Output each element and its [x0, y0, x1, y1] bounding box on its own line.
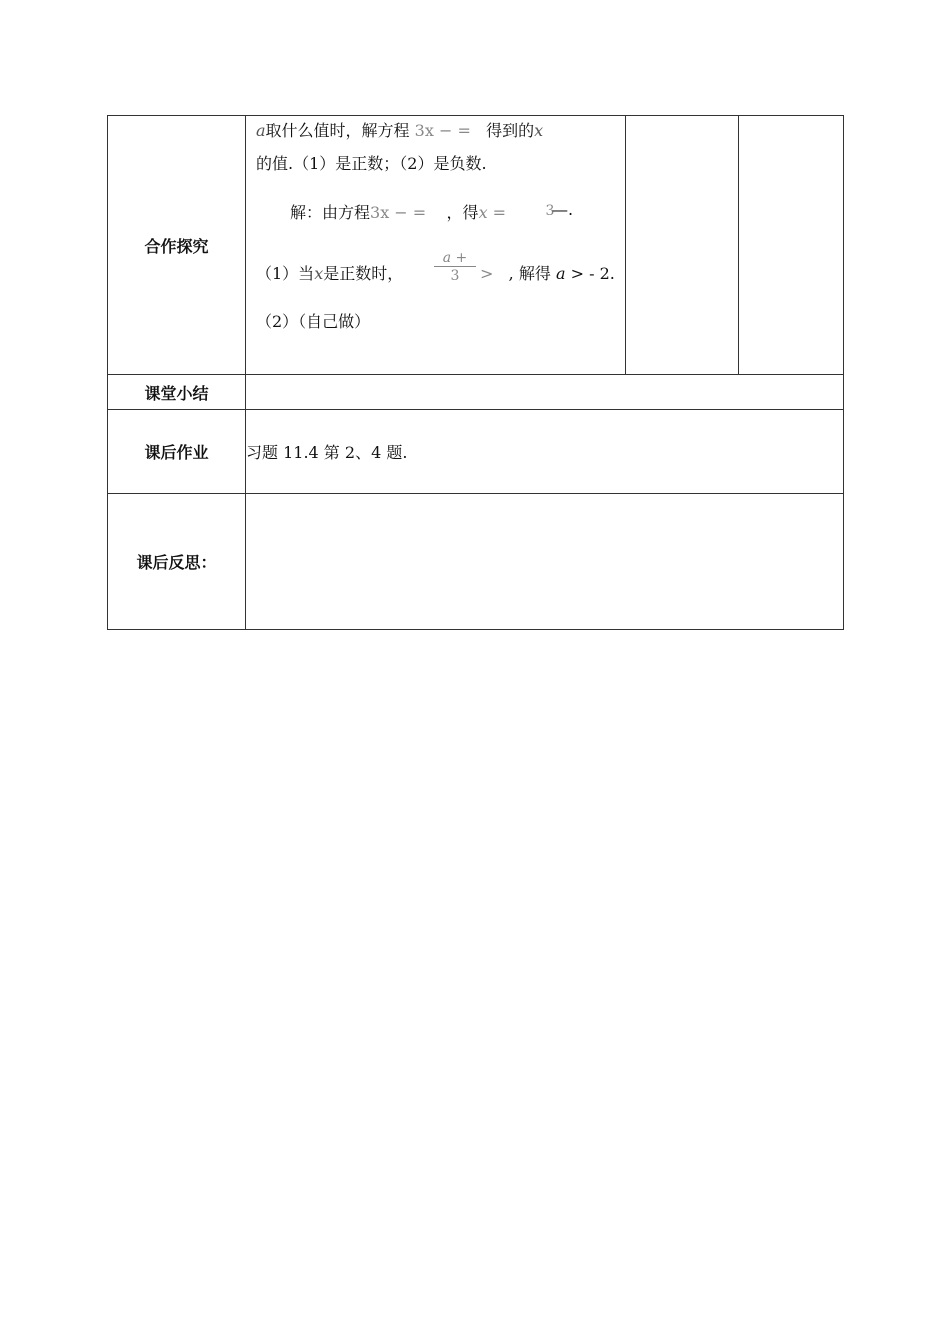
row-label-explore: 合作探究 [108, 116, 246, 375]
solution-period: . [568, 200, 574, 219]
solution-x-equals: x = [478, 203, 507, 222]
solution-line [290, 200, 506, 223]
summary-content-cell [246, 375, 844, 410]
case-1-result: > - 2. [570, 264, 615, 283]
case-1-fraction [434, 250, 476, 285]
homework-content-cell: 习题 11.4 第 2、4 题. [246, 410, 844, 494]
case-1-var: x [314, 264, 324, 283]
row-cooperative-exploration [108, 116, 844, 375]
explore-empty-cell-1 [626, 116, 739, 375]
case-1-result-var: a [555, 264, 566, 283]
explore-content-cell [246, 116, 626, 375]
row-reflection [108, 494, 844, 630]
row-class-summary [108, 375, 844, 410]
explore-empty-cell-2 [739, 116, 844, 375]
row-label-homework: 课后作业 [108, 410, 246, 494]
solution-fraction-den: 3 [545, 203, 555, 219]
solution-bar-period: —. [552, 200, 574, 219]
row-label-reflection: 课后反思： [108, 494, 246, 630]
var-a: a [256, 121, 266, 140]
problem-text-1: 取什么值时，解方程 [265, 121, 410, 140]
case-1-line [256, 261, 403, 284]
lesson-plan-table [107, 115, 844, 630]
case-1-gt: > [480, 264, 494, 283]
solution-equation: 3x − = [370, 203, 427, 222]
case-1-prefix: （1）当 [256, 264, 315, 283]
case-1-frac-num: a + [442, 250, 468, 266]
solution-intro: 解：由方程 [290, 203, 371, 222]
solution-comma: ，得 [446, 203, 479, 222]
reflection-content-cell [246, 494, 844, 630]
case-1-post: , 解得 [508, 264, 551, 283]
case-1-frac-den: 3 [450, 268, 460, 284]
equation-1: 3x − = [414, 121, 471, 140]
case-2-line: （2）（自己做） [256, 312, 371, 331]
problem-text-1-end: 得到的 [486, 121, 535, 140]
problem-line-1 [256, 118, 543, 141]
var-x: x [534, 121, 544, 140]
problem-line-2: 的值.（1）是正数；（2）是负数. [256, 154, 487, 173]
row-homework [108, 410, 844, 494]
case-1-tail [480, 261, 615, 284]
case-1-mid: 是正数时， [323, 264, 404, 283]
row-label-summary: 课堂小结 [108, 375, 246, 410]
explore-content [246, 116, 625, 374]
